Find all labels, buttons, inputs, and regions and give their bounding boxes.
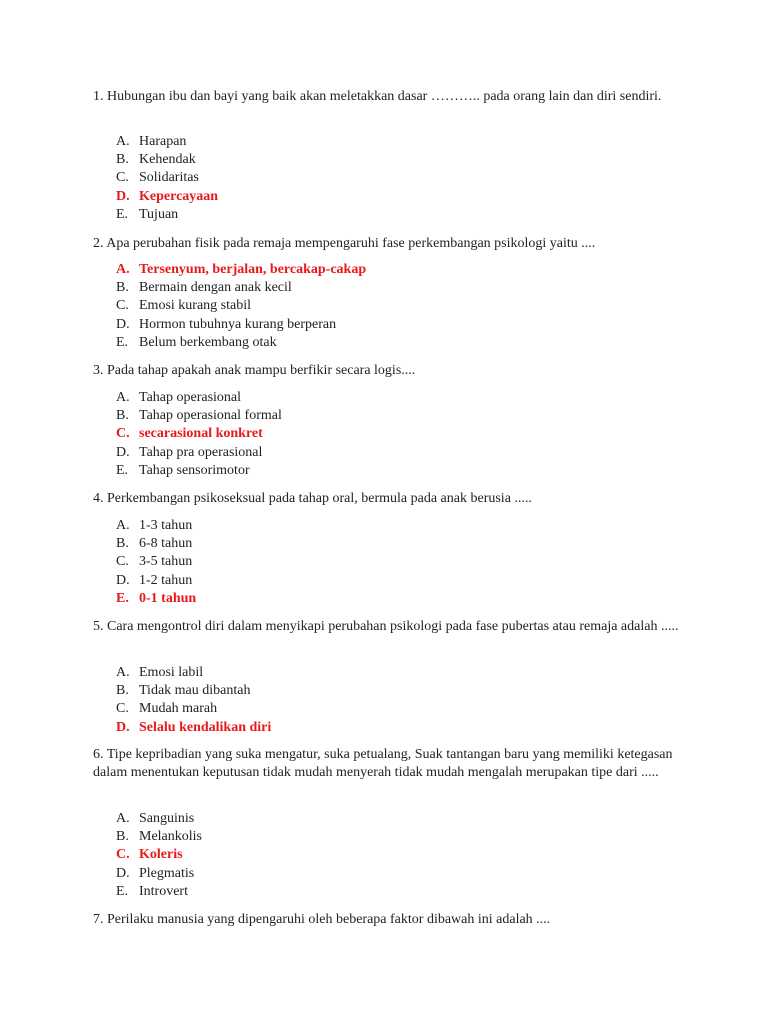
- option-1-a: A. Harapan: [116, 134, 187, 149]
- option-4-a: A. 1-3 tahun: [116, 518, 193, 533]
- option-1-e: E. Tujuan: [116, 206, 179, 222]
- question-6-options: [116, 810, 202, 901]
- option-2-d: D. Hormon tubuhnya kurang berperan: [116, 316, 337, 332]
- option-6-b: B. Melankolis: [116, 829, 202, 845]
- question-4-text: 4. Perkembangan psikoseksual pada tahap oral, bermula pada anak berusia .....: [93, 491, 532, 506]
- option-4-c: C. 3-5 tahun: [116, 554, 193, 570]
- option-2-a: A. Tersenyum, berjalan, bercakap-cakap: [116, 262, 367, 277]
- option-3-c: C. secarasional konkret: [116, 426, 263, 442]
- question-3-text: 3. Pada tahap apakah anak mampu berfikir secara logis....: [93, 363, 416, 378]
- option-3-e: E. Tahap sensorimotor: [116, 462, 250, 478]
- option-6-e: E. Introvert: [116, 883, 188, 899]
- question-1-options: [116, 133, 218, 224]
- question-2-options: [116, 261, 366, 352]
- option-6-d: D. Plegmatis: [116, 865, 195, 881]
- option-3-b: B. Tahap operasional formal: [116, 408, 282, 424]
- option-2-e: E. Belum berkembang otak: [116, 334, 277, 350]
- option-2-c: C. Emosi kurang stabil: [116, 298, 251, 314]
- option-4-d: D. 1-2 tahun: [116, 572, 193, 588]
- option-3-a: A. Tahap operasional: [116, 390, 242, 405]
- option-1-b: B. Kehendak: [116, 152, 196, 168]
- option-5-c: C. Mudah marah: [116, 701, 218, 717]
- question-7-text: 7. Perilaku manusia yang dipengaruhi oleh beberapa faktor dibawah ini adalah ....: [93, 912, 551, 927]
- option-4-b: B. 6-8 tahun: [116, 536, 193, 552]
- option-6-a: A. Sanguinis: [116, 811, 195, 826]
- option-4-e: E. 0-1 tahun: [116, 590, 197, 606]
- question-5-text: 5. Cara mengontrol diri dalam menyikapi perubahan psikologi pada fase pubertas atau remaja adalah .....: [93, 619, 679, 634]
- question-3-options: [116, 389, 282, 480]
- option-5-d: D. Selalu kendalikan diri: [116, 719, 272, 735]
- question-5-options: [116, 664, 271, 737]
- question-2-text: 2. Apa perubahan fisik pada remaja mempengaruhi fase perkembangan psikologi yaitu ....: [93, 236, 596, 251]
- question-6-text: 6. Tipe kepribadian yang suka mengatur, suka petualang, Suak tantangan baru yang memiliki ketegasan dalam menentukan keputusan tidak mudah menyerah tidak mudah mengalah merupakan tipe dari .....: [93, 747, 673, 780]
- question-1-text: 1. Hubungan ibu dan bayi yang baik akan meletakkan dasar ……….. pada orang lain dan diri sendiri.: [93, 89, 662, 104]
- option-1-d: D. Kepercayaan: [116, 188, 219, 204]
- option-3-d: D. Tahap pra operasional: [116, 444, 263, 460]
- option-6-c: C. Koleris: [116, 847, 183, 863]
- option-5-b: B. Tidak mau dibantah: [116, 683, 251, 699]
- option-2-b: B. Bermain dengan anak kecil: [116, 280, 292, 296]
- option-5-a: A. Emosi labil: [116, 665, 204, 680]
- option-1-c: C. Solidaritas: [116, 170, 199, 186]
- question-4-options: [116, 517, 196, 608]
